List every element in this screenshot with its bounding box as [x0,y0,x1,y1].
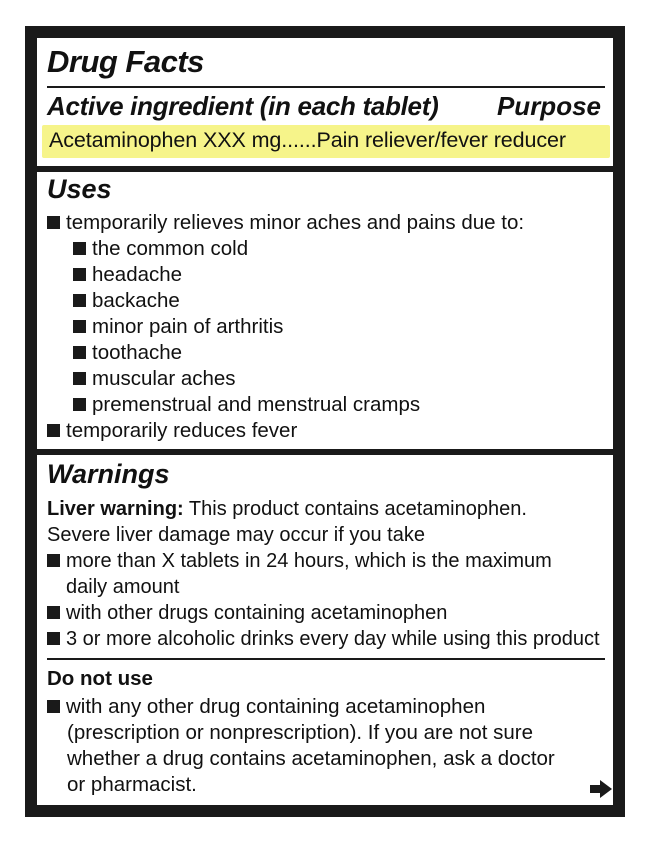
list-item: toothache [73,341,182,365]
list-item: with any other drug containing acetaminophen [47,695,485,719]
list-item-continuation: whether a drug contains acetaminophen, ask a doctor [67,747,555,770]
uses-panel [37,172,613,449]
bullet-square-icon [73,320,86,333]
list-item: more than X tablets in 24 hours, which is the maximum [47,549,552,573]
liver-warning-label: Liver warning: [47,498,184,520]
uses-main-item: temporarily relieves minor aches and pains due to: [47,211,524,235]
bullet-square-icon [47,700,60,713]
ingredient-highlight [42,125,610,158]
active-ingredient-panel [37,38,613,166]
bullet-square-icon [73,398,86,411]
list-item: muscular aches [73,367,236,391]
bullet-square-icon [47,554,60,567]
bullet-square-icon [47,632,60,645]
warnings-panel [37,455,613,805]
liver-warning-text-2: Severe liver damage may occur if you take [47,524,425,546]
active-ingredient-heading: Active ingredient (in each tablet) [47,91,439,121]
list-item: the common cold [73,237,248,261]
uses-last-item: temporarily reduces fever [47,419,297,443]
liver-warning-line [47,497,527,521]
do-not-use-divider [47,658,605,660]
ingredient-line: Acetaminophen XXX mg......Pain reliever/fever reducer [49,128,566,152]
uses-heading: Uses [47,174,112,204]
bullet-square-icon [73,242,86,255]
bullet-square-icon [73,268,86,281]
title-divider [47,86,605,88]
list-item: backache [73,289,180,313]
list-item: premenstrual and menstrual cramps [73,393,420,417]
bullet-square-icon [73,294,86,307]
warnings-heading: Warnings [47,459,170,489]
list-item-continuation: or pharmacist. [67,773,197,796]
list-item: minor pain of arthritis [73,315,283,339]
list-item: with other drugs containing acetaminophen [47,601,447,625]
list-item-continuation: (prescription or nonprescription). If you are not sure [67,721,534,744]
purpose-heading: Purpose [496,91,601,121]
arrow-right-icon [590,780,612,798]
list-item-continuation: daily amount [66,576,180,598]
bullet-square-icon [47,216,60,229]
list-item: 3 or more alcoholic drinks every day while using this product [47,627,600,651]
drug-facts-title: Drug Facts [47,44,204,79]
bullet-square-icon [47,606,60,619]
liver-warning-text: This product contains acetaminophen. [188,498,527,520]
bullet-square-icon [47,424,60,437]
do-not-use-heading: Do not use [47,667,153,690]
drug-facts-label [25,26,625,817]
bullet-square-icon [73,346,86,359]
bullet-square-icon [73,372,86,385]
list-item: headache [73,263,182,287]
